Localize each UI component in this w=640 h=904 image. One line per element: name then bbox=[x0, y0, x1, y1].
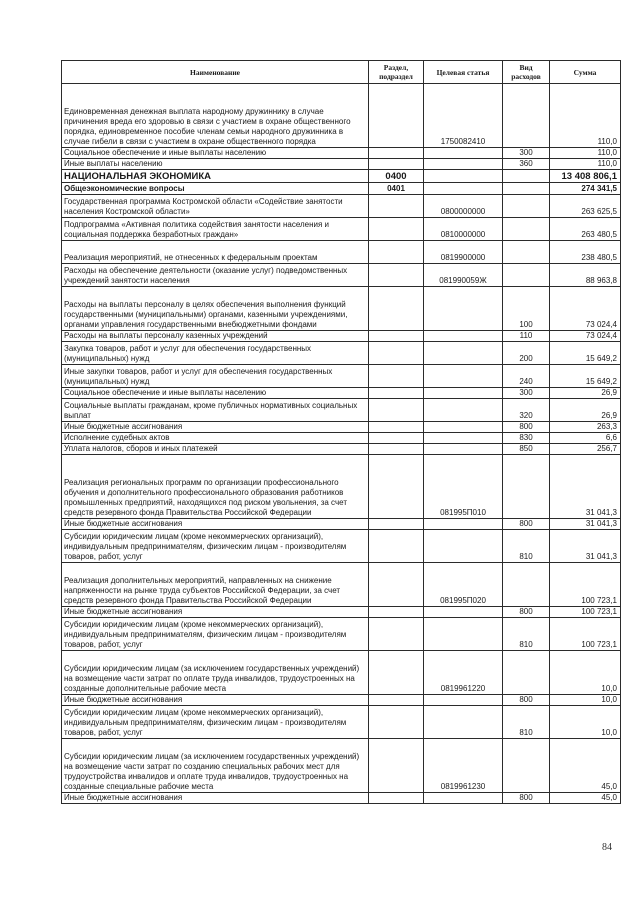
row-target: 0819961230 bbox=[424, 739, 503, 793]
row-type bbox=[503, 241, 550, 264]
row-name: Иные закупки товаров, работ и услуг для обеспечения государственных (муниципальных) нужд bbox=[62, 365, 369, 388]
row-target bbox=[424, 342, 503, 365]
row-sum: 26,9 bbox=[550, 399, 621, 422]
row-type bbox=[503, 84, 550, 148]
row-name: Подпрограмма «Активная политика содействия занятости населения и социальная поддержка безработных граждан» bbox=[62, 218, 369, 241]
table-row bbox=[62, 159, 621, 170]
row-target bbox=[424, 399, 503, 422]
row-name: Социальные выплаты гражданам, кроме публичных нормативных социальных выплат bbox=[62, 399, 369, 422]
table-row bbox=[62, 388, 621, 399]
row-type: 800 bbox=[503, 607, 550, 618]
table-row bbox=[62, 433, 621, 444]
table-row bbox=[62, 563, 621, 607]
row-sum: 110,0 bbox=[550, 84, 621, 148]
row-section bbox=[369, 241, 424, 264]
table-header-row bbox=[62, 61, 621, 84]
row-target: 0819961220 bbox=[424, 651, 503, 695]
row-target bbox=[424, 183, 503, 195]
row-name: Субсидии юридическим лицам (кроме некоммерческих организаций), индивидуальным предпринимателям, физическим лицам - производителям товаров, работ, услуг bbox=[62, 706, 369, 739]
table-row bbox=[62, 342, 621, 365]
row-type: 300 bbox=[503, 148, 550, 159]
row-name: Единовременная денежная выплата народному дружиннику в случае причинения вреда его здоровью в связи с участием в охране общественного порядка, единовременное пособие членам семьи народного дружинника в случае гибели в связи с участием в охране общественного порядка bbox=[62, 84, 369, 148]
row-section bbox=[369, 706, 424, 739]
row-section bbox=[369, 793, 424, 804]
row-name: Иные бюджетные ассигнования bbox=[62, 607, 369, 618]
row-sum: 100 723,1 bbox=[550, 563, 621, 607]
row-section bbox=[369, 148, 424, 159]
row-name: Субсидии юридическим лицам (кроме некоммерческих организаций), индивидуальным предпринимателям, физическим лицам - производителям товаров, работ, услуг bbox=[62, 618, 369, 651]
row-section bbox=[369, 422, 424, 433]
row-target: 081995П010 bbox=[424, 455, 503, 519]
row-sum: 10,0 bbox=[550, 695, 621, 706]
table-row bbox=[62, 530, 621, 563]
row-section: 0401 bbox=[369, 183, 424, 195]
row-type bbox=[503, 651, 550, 695]
row-name: Субсидии юридическим лицам (за исключением государственных учреждений) на возмещение части затрат по созданию специальных рабочих мест для трудоустройства инвалидов и оплате труда инвалидов, трудоустроенных на созданные специальные рабочие места bbox=[62, 739, 369, 793]
row-type bbox=[503, 264, 550, 287]
table-row bbox=[62, 444, 621, 455]
row-sum: 10,0 bbox=[550, 651, 621, 695]
row-target: 1750082410 bbox=[424, 84, 503, 148]
row-sum: 263 480,5 bbox=[550, 218, 621, 241]
header-section: Раздел, подраздел bbox=[369, 61, 424, 84]
row-target bbox=[424, 706, 503, 739]
row-name: Субсидии юридическим лицам (кроме некоммерческих организаций), индивидуальным предпринимателям, физическим лицам - производителям товаров, работ, услуг bbox=[62, 530, 369, 563]
row-section bbox=[369, 455, 424, 519]
row-name: Иные бюджетные ассигнования bbox=[62, 695, 369, 706]
row-target bbox=[424, 388, 503, 399]
row-type: 800 bbox=[503, 422, 550, 433]
row-sum: 45,0 bbox=[550, 793, 621, 804]
row-section bbox=[369, 618, 424, 651]
table-row bbox=[62, 519, 621, 530]
row-type: 810 bbox=[503, 530, 550, 563]
table-row bbox=[62, 218, 621, 241]
row-section: 0400 bbox=[369, 170, 424, 183]
table-row bbox=[62, 183, 621, 195]
table-row bbox=[62, 793, 621, 804]
row-section bbox=[369, 444, 424, 455]
row-type: 800 bbox=[503, 793, 550, 804]
row-sum: 73 024,4 bbox=[550, 287, 621, 331]
row-type: 200 bbox=[503, 342, 550, 365]
row-sum: 263 625,5 bbox=[550, 195, 621, 218]
row-sum: 26,9 bbox=[550, 388, 621, 399]
row-sum: 110,0 bbox=[550, 148, 621, 159]
row-sum: 274 341,5 bbox=[550, 183, 621, 195]
table-row bbox=[62, 170, 621, 183]
table-row bbox=[62, 331, 621, 342]
row-section bbox=[369, 195, 424, 218]
row-target bbox=[424, 519, 503, 530]
row-name: Расходы на обеспечение деятельности (оказание услуг) подведомственных учреждений занятости населения bbox=[62, 264, 369, 287]
row-section bbox=[369, 218, 424, 241]
row-section bbox=[369, 331, 424, 342]
table-row bbox=[62, 84, 621, 148]
row-name: Иные бюджетные ассигнования bbox=[62, 519, 369, 530]
row-type bbox=[503, 455, 550, 519]
row-type: 850 bbox=[503, 444, 550, 455]
row-target: 0819900000 bbox=[424, 241, 503, 264]
table-row bbox=[62, 618, 621, 651]
row-type: 810 bbox=[503, 618, 550, 651]
row-name: Социальное обеспечение и иные выплаты населению bbox=[62, 148, 369, 159]
row-type: 100 bbox=[503, 287, 550, 331]
row-name: Исполнение судебных актов bbox=[62, 433, 369, 444]
row-name: Иные бюджетные ассигнования bbox=[62, 422, 369, 433]
row-name: Реализация региональных программ по организации профессионального обучения и дополнительного профессионального образования работников промышленных предприятий, находящихся под риском увольнения, за счет средств резервного фонда Правительства Российской Федерации bbox=[62, 455, 369, 519]
row-sum: 110,0 bbox=[550, 159, 621, 170]
table-row bbox=[62, 365, 621, 388]
row-section bbox=[369, 342, 424, 365]
row-type: 320 bbox=[503, 399, 550, 422]
table-row bbox=[62, 264, 621, 287]
row-sum: 31 041,3 bbox=[550, 455, 621, 519]
row-target: 081995П020 bbox=[424, 563, 503, 607]
row-name: Государственная программа Костромской области «Содействие занятости населения Костромской области» bbox=[62, 195, 369, 218]
row-sum: 31 041,3 bbox=[550, 530, 621, 563]
row-target bbox=[424, 695, 503, 706]
row-target bbox=[424, 793, 503, 804]
row-sum: 6,6 bbox=[550, 433, 621, 444]
row-sum: 73 024,4 bbox=[550, 331, 621, 342]
row-type: 300 bbox=[503, 388, 550, 399]
table-row bbox=[62, 287, 621, 331]
row-section bbox=[369, 519, 424, 530]
row-type: 240 bbox=[503, 365, 550, 388]
table-row bbox=[62, 706, 621, 739]
table-row bbox=[62, 399, 621, 422]
row-name: Иные бюджетные ассигнования bbox=[62, 793, 369, 804]
row-section bbox=[369, 388, 424, 399]
table-row bbox=[62, 422, 621, 433]
row-section bbox=[369, 530, 424, 563]
row-type: 360 bbox=[503, 159, 550, 170]
row-section bbox=[369, 365, 424, 388]
row-section bbox=[369, 651, 424, 695]
row-target bbox=[424, 422, 503, 433]
row-target bbox=[424, 148, 503, 159]
row-section bbox=[369, 287, 424, 331]
row-target bbox=[424, 530, 503, 563]
row-section bbox=[369, 695, 424, 706]
row-name: Расходы на выплаты персоналу в целях обеспечения выполнения функций государственными (муниципальными) органами, казенными учреждениями, органами управления государственными внебюджетными фондами bbox=[62, 287, 369, 331]
row-name: Закупка товаров, работ и услуг для обеспечения государственных (муниципальных) нужд bbox=[62, 342, 369, 365]
row-sum: 15 649,2 bbox=[550, 365, 621, 388]
row-name: Уплата налогов, сборов и иных платежей bbox=[62, 444, 369, 455]
header-sum: Сумма bbox=[550, 61, 621, 84]
page-number: 84 bbox=[602, 842, 612, 853]
header-target: Целевая статья bbox=[424, 61, 503, 84]
row-sum: 238 480,5 bbox=[550, 241, 621, 264]
row-section bbox=[369, 739, 424, 793]
row-target bbox=[424, 607, 503, 618]
row-section bbox=[369, 563, 424, 607]
row-name: Реализация мероприятий, не отнесенных к федеральным проектам bbox=[62, 241, 369, 264]
row-target bbox=[424, 618, 503, 651]
row-target bbox=[424, 331, 503, 342]
row-target bbox=[424, 444, 503, 455]
row-section bbox=[369, 84, 424, 148]
row-section bbox=[369, 607, 424, 618]
table-row bbox=[62, 695, 621, 706]
row-sum: 13 408 806,1 bbox=[550, 170, 621, 183]
row-section bbox=[369, 399, 424, 422]
row-type: 810 bbox=[503, 706, 550, 739]
row-target bbox=[424, 433, 503, 444]
table-row bbox=[62, 651, 621, 695]
row-sum: 100 723,1 bbox=[550, 607, 621, 618]
row-target: 0810000000 bbox=[424, 218, 503, 241]
row-name: Реализация дополнительных мероприятий, направленных на снижение напряженности на рынке труда субъектов Российской Федерации, за счет средств резервного фонда Правительства Российской Федерации bbox=[62, 563, 369, 607]
header-name: Наименование bbox=[62, 61, 369, 84]
row-sum: 256,7 bbox=[550, 444, 621, 455]
table-row bbox=[62, 607, 621, 618]
row-target bbox=[424, 170, 503, 183]
row-sum: 10,0 bbox=[550, 706, 621, 739]
row-name: НАЦИОНАЛЬНАЯ ЭКОНОМИКА bbox=[62, 170, 369, 183]
header-type: Вид расходов bbox=[503, 61, 550, 84]
table-row bbox=[62, 739, 621, 793]
row-type: 800 bbox=[503, 695, 550, 706]
row-name: Общеэкономические вопросы bbox=[62, 183, 369, 195]
row-sum: 45,0 bbox=[550, 739, 621, 793]
row-type bbox=[503, 183, 550, 195]
row-target bbox=[424, 287, 503, 331]
row-section bbox=[369, 159, 424, 170]
row-name: Иные выплаты населению bbox=[62, 159, 369, 170]
row-type bbox=[503, 739, 550, 793]
budget-table bbox=[61, 60, 621, 804]
table-row bbox=[62, 148, 621, 159]
row-section bbox=[369, 264, 424, 287]
row-sum: 31 041,3 bbox=[550, 519, 621, 530]
row-name: Субсидии юридическим лицам (за исключением государственных учреждений) на возмещение части затрат по оплате труда инвалидов, трудоустроенных на созданные дополнительные рабочие места bbox=[62, 651, 369, 695]
row-type bbox=[503, 170, 550, 183]
row-name: Расходы на выплаты персоналу казенных учреждений bbox=[62, 331, 369, 342]
row-target bbox=[424, 365, 503, 388]
row-target: 0800000000 bbox=[424, 195, 503, 218]
row-name: Социальное обеспечение и иные выплаты населению bbox=[62, 388, 369, 399]
table-row bbox=[62, 241, 621, 264]
row-sum: 15 649,2 bbox=[550, 342, 621, 365]
row-target: 081990059Ж bbox=[424, 264, 503, 287]
row-sum: 263,3 bbox=[550, 422, 621, 433]
row-type: 110 bbox=[503, 331, 550, 342]
row-target bbox=[424, 159, 503, 170]
row-sum: 100 723,1 bbox=[550, 618, 621, 651]
row-type bbox=[503, 195, 550, 218]
row-section bbox=[369, 433, 424, 444]
row-sum: 88 963,8 bbox=[550, 264, 621, 287]
row-type bbox=[503, 563, 550, 607]
table-row bbox=[62, 455, 621, 519]
row-type: 830 bbox=[503, 433, 550, 444]
row-type: 800 bbox=[503, 519, 550, 530]
row-type bbox=[503, 218, 550, 241]
table-row bbox=[62, 195, 621, 218]
